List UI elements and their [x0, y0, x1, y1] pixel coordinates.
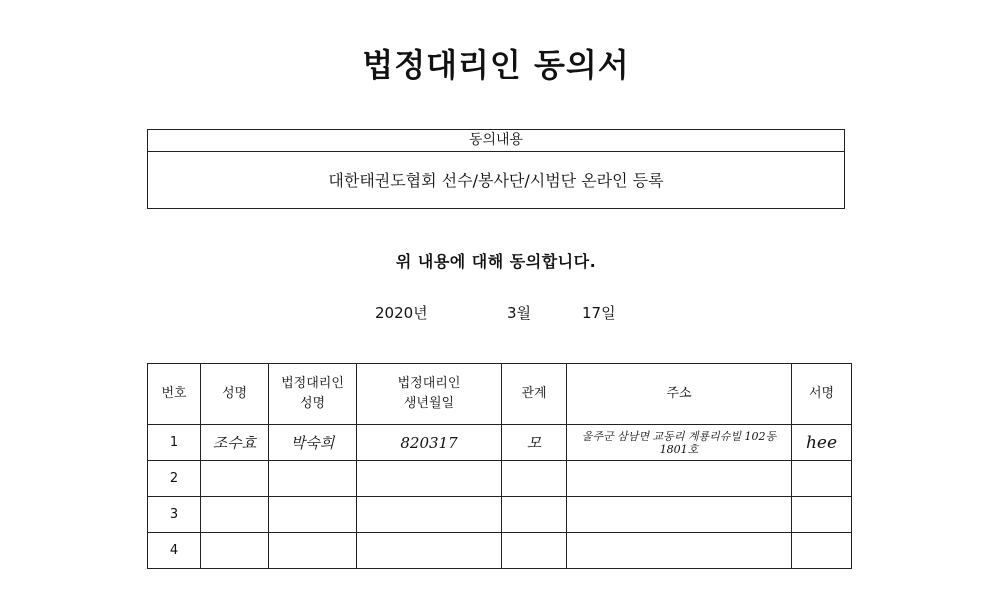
cell-signature [792, 533, 852, 569]
cell-relation [502, 533, 567, 569]
cell-no: 1 [148, 425, 201, 461]
date-day: 17일 [582, 304, 616, 322]
cell-guardian-name [269, 497, 357, 533]
cell-guardian-birth [357, 497, 502, 533]
cell-name [201, 497, 269, 533]
cell-relation [502, 497, 567, 533]
cell-guardian-name [269, 461, 357, 497]
cell-signature: hee [792, 425, 852, 461]
cell-no: 3 [148, 497, 201, 533]
cell-signature [792, 461, 852, 497]
guardian-table [147, 363, 852, 569]
cell-no: 4 [148, 533, 201, 569]
header-no: 번호 [148, 364, 201, 425]
table-row [148, 533, 852, 569]
header-address: 주소 [567, 364, 792, 425]
header-guardian-name: 법정대리인 성명 [269, 364, 357, 425]
consent-content-box [147, 129, 845, 209]
cell-address [567, 461, 792, 497]
cell-guardian-birth [357, 533, 502, 569]
date-month: 3월 [507, 304, 532, 322]
consent-content-header: 동의내용 [148, 130, 844, 152]
cell-address [567, 533, 792, 569]
cell-guardian-birth [357, 461, 502, 497]
cell-relation: 모 [502, 425, 567, 461]
cell-guardian-name [269, 533, 357, 569]
cell-name [201, 533, 269, 569]
document-title: 법정대리인 동의서 [362, 46, 630, 84]
header-name: 성명 [201, 364, 269, 425]
agree-statement: 위 내용에 대해 동의합니다. [395, 252, 597, 271]
cell-address: 울주군 삼남면 교동리 계룡리슈빌 102동 1801호 [567, 425, 792, 461]
table-row [148, 425, 852, 461]
cell-name [201, 461, 269, 497]
cell-guardian-birth: 820317 [357, 425, 502, 461]
table-row [148, 461, 852, 497]
cell-guardian-name: 박숙희 [269, 425, 357, 461]
cell-signature [792, 497, 852, 533]
cell-relation [502, 461, 567, 497]
cell-name: 조수효 [201, 425, 269, 461]
header-relation: 관계 [502, 364, 567, 425]
table-row [148, 497, 852, 533]
cell-no: 2 [148, 461, 201, 497]
consent-content-text: 대한태권도협회 선수/봉사단/시범단 온라인 등록 [328, 171, 664, 190]
header-guardian-birth: 법정대리인 생년월일 [357, 364, 502, 425]
date-year: 2020년 [375, 304, 428, 322]
table-header-row [148, 364, 852, 425]
cell-address [567, 497, 792, 533]
header-signature: 서명 [792, 364, 852, 425]
